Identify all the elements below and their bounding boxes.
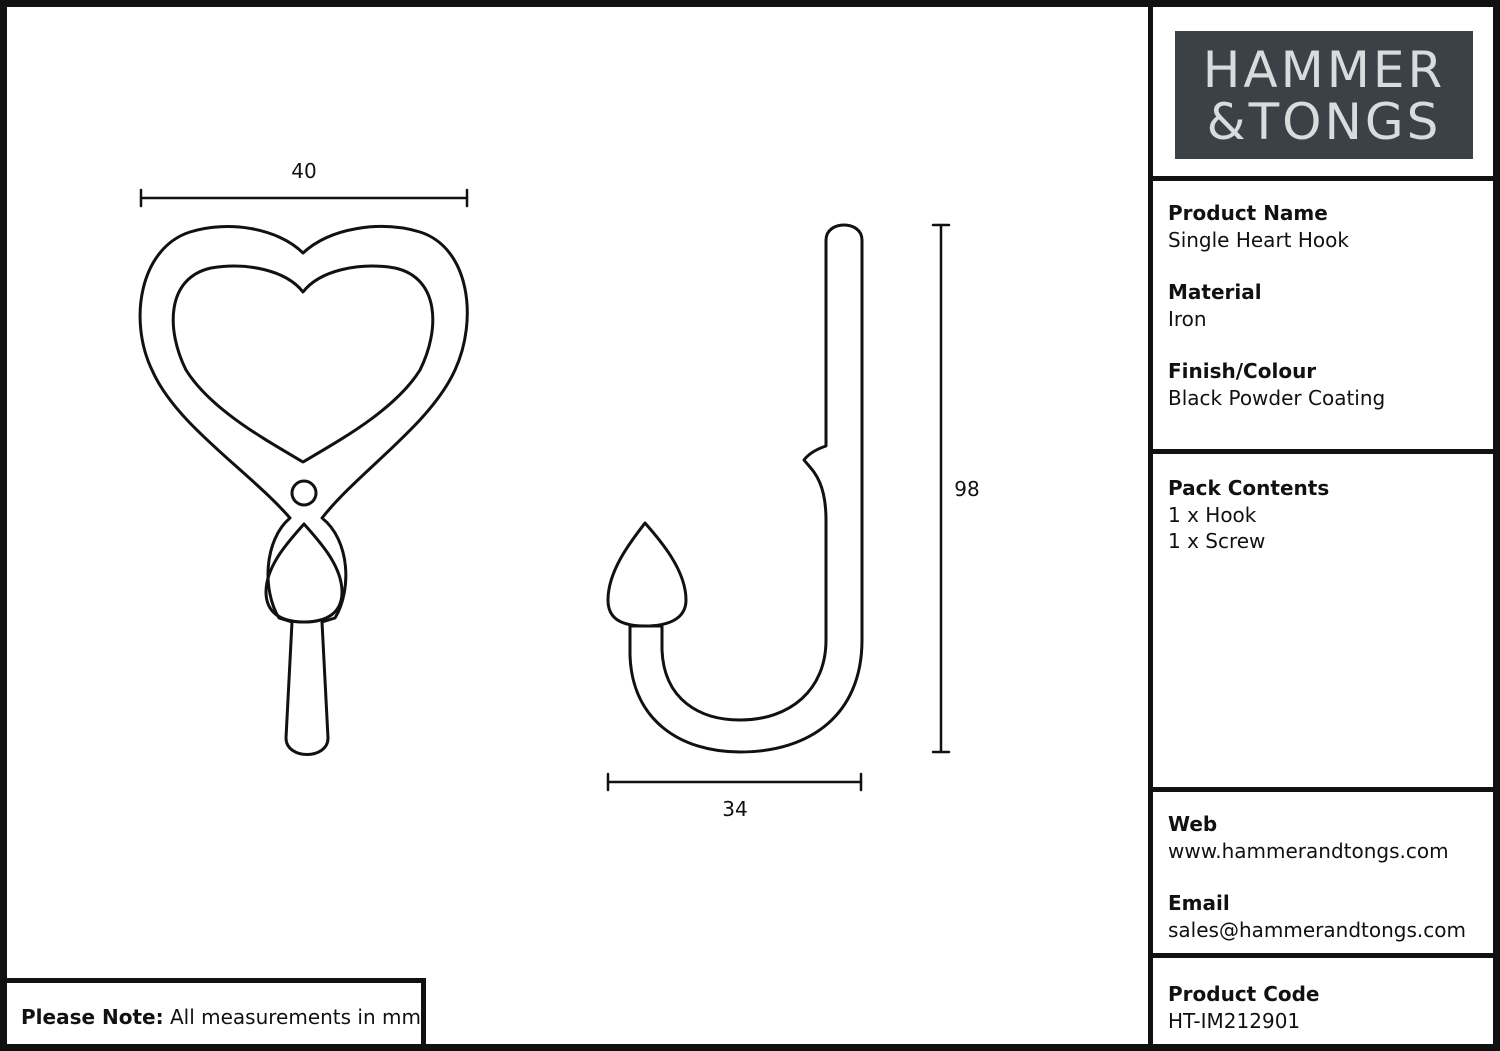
web-label: Web: [1168, 812, 1218, 836]
product-code-panel: [1148, 953, 1500, 1051]
front-view-heart-hook: [140, 227, 467, 755]
pack-item: 1 x Screw: [1168, 529, 1266, 553]
dim-label-front-width: 40: [291, 159, 317, 183]
web-link[interactable]: www.hammerandtongs.com: [1168, 839, 1449, 863]
logo-text-line2: &TONGS: [1206, 93, 1442, 151]
logo-panel: [1148, 0, 1500, 181]
dim-label-side-width: 34: [722, 797, 748, 821]
pack-contents-panel: [1148, 449, 1500, 792]
contact-panel: [1148, 787, 1500, 958]
product-name-label: Product Name: [1168, 201, 1328, 225]
front-view-outline: [140, 227, 467, 755]
email-label: Email: [1168, 891, 1230, 915]
side-view-hook: [608, 225, 862, 752]
note-text-row: [21, 1005, 421, 1029]
product-code-value: HT-IM212901: [1168, 1009, 1301, 1033]
dim-label-side-height: 98: [954, 477, 980, 501]
measurement-note: [0, 978, 426, 1051]
material-label: Material: [1168, 280, 1262, 304]
front-view-inner-heart: [173, 266, 433, 462]
brand-logo: [1175, 31, 1473, 159]
pack-item: 1 x Hook: [1168, 503, 1257, 527]
note-text: All measurements in mm: [169, 1005, 421, 1029]
front-view-screw-hole: [292, 481, 316, 505]
finish-value: Black Powder Coating: [1168, 386, 1386, 410]
pack-contents-label: Pack Contents: [1168, 476, 1330, 500]
product-name-value: Single Heart Hook: [1168, 228, 1349, 252]
finish-label: Finish/Colour: [1168, 359, 1317, 383]
side-view-teardrop: [608, 523, 686, 626]
email-link[interactable]: sales@hammerandtongs.com: [1168, 918, 1466, 942]
product-code-label: Product Code: [1168, 982, 1320, 1006]
front-view-teardrop: [266, 524, 342, 622]
note-label: Please Note:: [21, 1005, 164, 1029]
side-view-outline: [630, 225, 862, 752]
material-value: Iron: [1168, 307, 1207, 331]
logo-text-line1: HAMMER: [1202, 41, 1446, 99]
product-info-panel: [1148, 176, 1500, 454]
